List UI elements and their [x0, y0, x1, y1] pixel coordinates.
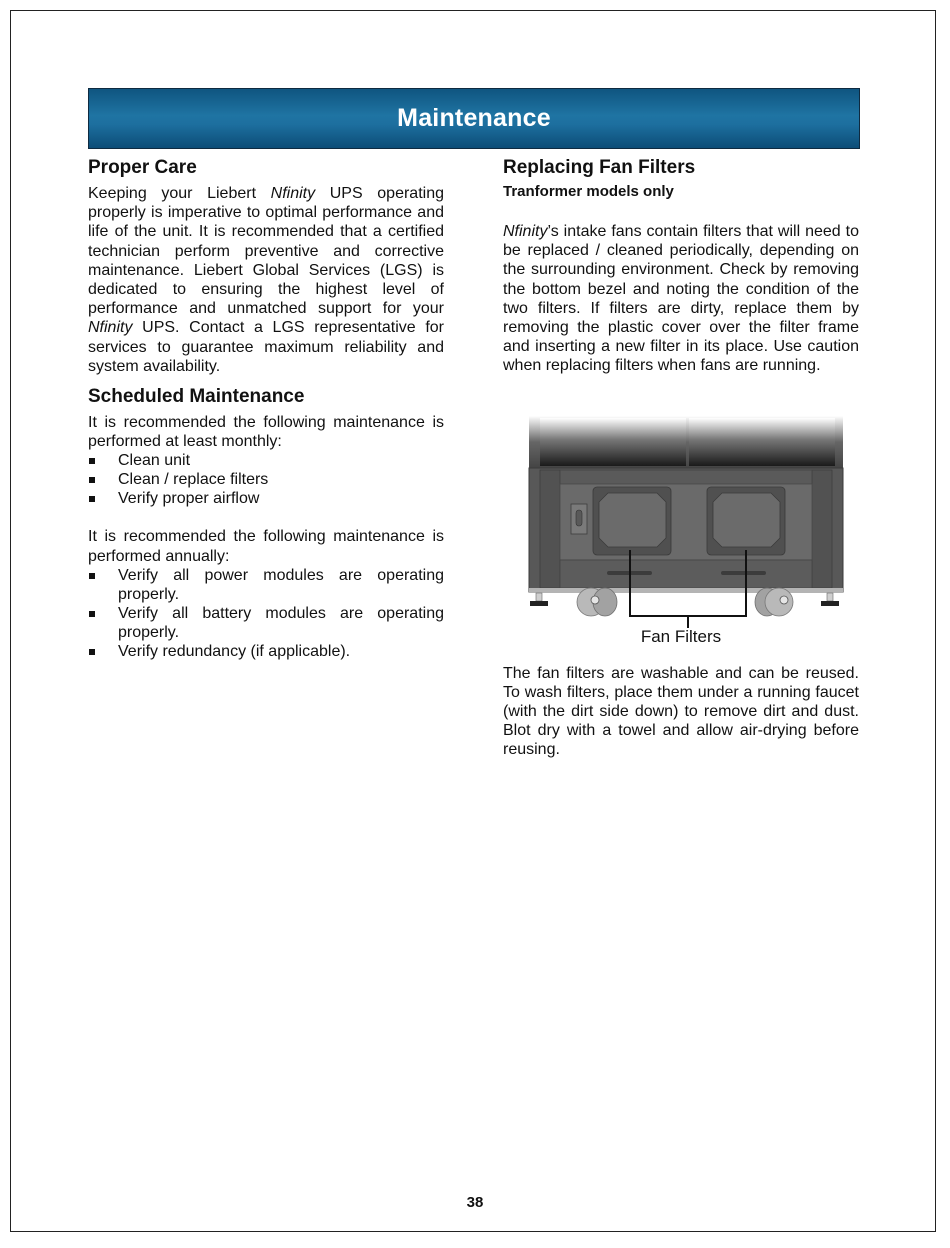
spacer [88, 508, 444, 527]
page-number: 38 [466, 1194, 484, 1211]
figure-label: Fan Filters [640, 626, 722, 646]
product-name: Nfinity [503, 223, 548, 240]
text-run: UPS operating properly is imperative to optimal performance and life of the unit. It is recommended that a certified technician perform preventive and corrective maintenance. Liebert Global Services (LGS) is dedicated to ensuring the highest level of performance and unmatched support for your [88, 185, 444, 318]
annual-list [88, 566, 444, 661]
scheduled-maintenance-heading: Scheduled Maintenance [88, 386, 305, 408]
fan-filters-paragraph [503, 222, 859, 376]
page-title: Maintenance [397, 104, 551, 132]
right-column [503, 155, 859, 760]
washing-paragraph: The fan filters are washable and can be reused. To wash filters, place them under a running faucet (with the dirt side down) to remove dirt and dust. Blot dry with a towel and allow air-drying before reusing. [503, 664, 859, 759]
product-name: Nfinity [270, 185, 316, 202]
text-run: UPS. Contact a LGS representative for services to guarantee maximum reliability and system availability. [88, 319, 444, 375]
list-item: Verify all power modules are operating properly. [88, 566, 444, 604]
monthly-list [88, 451, 444, 508]
list-item: Verify proper airflow [88, 489, 444, 508]
proper-care-heading: Proper Care [88, 157, 197, 178]
list-item: Clean / replace filters [88, 470, 444, 489]
section-banner [88, 88, 860, 149]
text-run: ’s intake fans contain filters that will need to be replaced / cleaned periodically, depending on the surrounding environment. Check by removing the bottom bezel and noting the condition of the two filters. If filters are dirty, replace them by removing the plastic cover over the filter frame and inserting a new filter in its place. Use caution when replacing filters when fans are running. [503, 223, 859, 375]
left-column [88, 155, 444, 661]
replacing-fan-filters-heading: Replacing Fan Filters [503, 157, 696, 178]
monthly-intro: It is recommended the following maintenance is performed at least monthly: [88, 414, 444, 451]
list-item: Verify redundancy (if applicable). [88, 642, 444, 661]
list-item: Verify all battery modules are operating properly. [88, 604, 444, 642]
proper-care-paragraph [88, 184, 444, 376]
annual-intro: It is recommended the following maintenance is performed annually: [88, 528, 444, 565]
text-run: Keeping your Liebert [88, 185, 271, 202]
fan-filters-figure [503, 414, 859, 664]
transformer-models-subheading: Tranformer models only [503, 183, 674, 200]
product-name: Nfinity [88, 319, 133, 337]
list-item: Clean unit [88, 451, 444, 470]
spacer [503, 203, 859, 222]
